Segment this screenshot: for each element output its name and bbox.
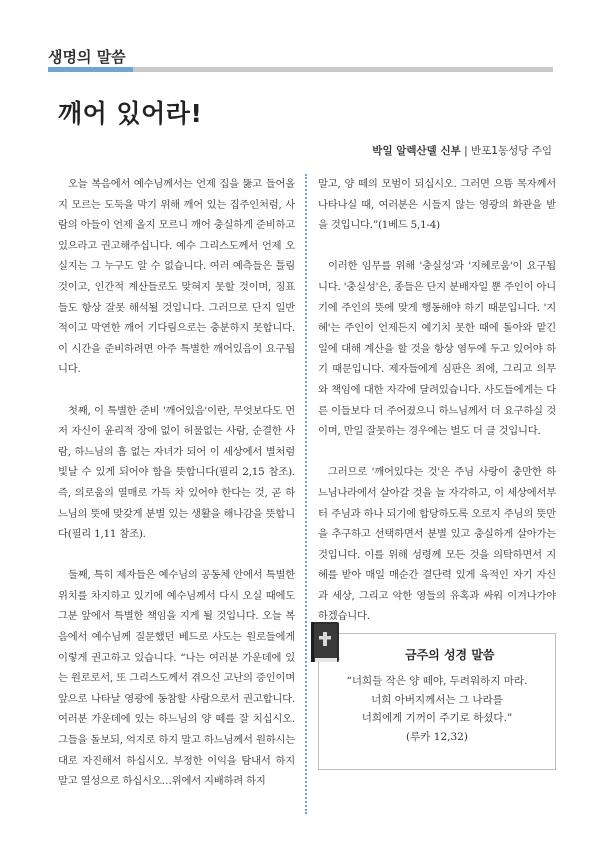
header-rule-accent [48,67,133,72]
verse-line: 너희 아버지께서는 그 나라를 [371,693,503,706]
byline-name: 박일 알렉산델 신부 [372,145,461,157]
right-column [318,174,556,648]
paragraph: 오늘 복음에서 예수님께서는 언제 집을 뚫고 들어올지 모르는 도둑을 막기 위해 깨어 있는 집주인처럼, 사람의 아들이 언제 올지 모르니 깨어 충실하게 준비하고 있으라고 권고해주십니다. 예수 그리스도께서 언제 오실지는 그 누구도 알 수 없습니다. 여러 예측들은 틀림 것이고, 인간적 계산들로도 맞혀지 못할 것이며, 징표들도 항상 잘못 해석될 것입니다. 그러므로 단지 일반적이고 막연한 깨어 기다림으로는 충분하지 못합니다. 이 시간을 준비하려면 아주 특별한 깨어있음이 요구됩니다. [58,178,295,376]
verse-text [319,672,555,746]
bible-book-icon [307,620,343,666]
verse-line: 너희에게 기꺼이 주기로 하셨다.” [361,712,513,724]
paragraph: 이러한 임무를 위해 '충실성'과 '지혜로움'이 요구됩니다. '충실성'은, 종들은 단지 분배자일 뿐 주인이 아니기에 주인의 뜻에 맞게 행동해야 하기 때문입니다. '지혜'는 주인이 언제든지 예기치 못한 때에 돌아와 맡긴 일에 대해 계산을 할 것을 항상 염두에 두고 있어야 하기 때문입니다. 제자들에게 심판은 죄에, 그리고 의무와 책임에 대한 자각에 달려있습니다. 사도들에게는 다른 이들보다 더 주어졌으니 하느님께서 더 요구하실 것이며, 만일 잘못하는 경우에는 벌도 더 클 것입니다. [318,260,556,438]
verse-box-title: 금주의 성경 말씀 [405,648,495,662]
weekly-verse-box [318,633,556,770]
byline [372,143,552,158]
verse-line: “너희들 작은 양 떼야, 두려워하지 마라. [346,675,528,687]
paragraph: 둘째, 특히 제자들은 예수님의 공동체 안에서 특별한 위치를 차지하고 있기에 예수님께서 다시 오실 때에도 그분 앞에서 특별한 책임을 지게 될 것입니다. 오늘 복음에서 예수님께 질문했던 베드로 사도는 원로들에게 이렇게 권고하고 있습니다. “나는 여러분 가운데에 있는 원로로서, 또 그리스도께서 겪으신 고난의 증인이며 앞으로 나타날 영광에 동참할 사람으로서 권고합니다. 여러분 가운데에 있는 하느님의 양 떼를 잘 치십시오. 그들을 돌보되, 억지로 하지 말고 하느님께서 원하시는 대로 자진해서 하십시오. 부정한 이익을 탐내서 하지 말고 열성으로 하십시오…위에서 지배하려 하지 [58,569,295,788]
paragraph: 첫째, 이 특별한 준비 '깨어있음'이란, 무엇보다도 먼저 자신이 윤리적 장에 없이 허물없는 사람, 순결한 사람, 하느님의 흠 없는 자녀가 되어 이 세상에서 별처럼 빛날 수 있게 되어야 함을 뜻합니다(필리 2,15 참조). 즉, 의로움의 열매로 가득 차 있어야 한다는 것, 곧 하느님의 뜻에 맞갖게 분별 있는 생활을 해나감을 뜻합니다(필리 1,11 참조). [58,404,295,541]
paragraph: 말고, 양 떼의 모범이 되십시오. 그러면 으뜸 목자께서 나타나실 때, 여러분은 시들지 않는 영광의 화관을 받을 것입니다.”(1베드 5,1-4) [318,178,556,232]
verse-reference: (루카 12,32) [406,730,468,743]
paragraph: 그러므로 '깨어있다는 것'은 주님 사랑이 충만한 하느님나라에서 살아갈 것을 늘 자각하고, 이 세상에서부터 주님과 하나 되기에 합당하도록 오로지 주님의 뜻만을 추구하고 선택하면서 분별 있고 충실하게 살아가는 것입니다. 이를 위해 성령께 모든 것을 의탁하면서 지혜를 받아 매일 매순간 결단력 있게 육적인 자기 자신과 세상, 그리고 악한 영들의 유혹과 싸워 이겨나가야 하겠습니다. [318,466,556,623]
article-title: 깨어 있어라! [58,99,203,128]
byline-role: | 반포1동성당 주임 [460,145,552,157]
left-column [58,174,295,812]
column-divider [305,174,307,814]
section-title: 생명의 말씀 [48,48,126,66]
